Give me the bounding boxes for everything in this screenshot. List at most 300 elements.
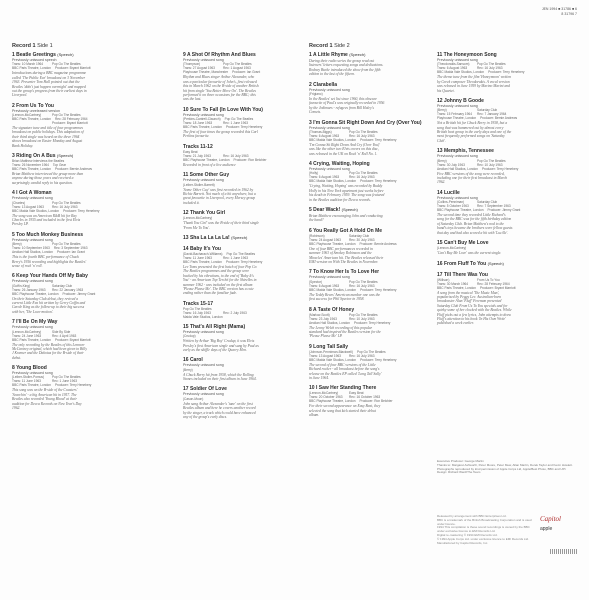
- track-info-row: [12, 121, 88, 125]
- track-info-cell: Aeolian Hall Studios, London: [12, 250, 53, 255]
- track-entry: [183, 357, 259, 381]
- track-entry: [309, 227, 397, 265]
- track-info-cell: Pop Go The Beatles: [52, 375, 81, 380]
- track-info-row: [309, 92, 385, 96]
- track-info-cell: BBC Paris Theatre, London: [183, 259, 222, 264]
- track-info-cell: (Holly): [309, 171, 319, 176]
- track-note: One of four BBC performances recorded in summer 1963 of Smokey Robinson and the Miracles' American hit. The Beatles released their EMI version on With The Beatles in November.: [309, 246, 384, 265]
- track-note: The first of four times the group recorded this Carl Perkins favourite.: [183, 130, 258, 139]
- speech-tag: (Speech): [56, 153, 74, 159]
- track-info-cell: Pop Go The Beatles: [52, 200, 81, 205]
- track-name: 6 Keep Your Hands Off My Baby: [12, 273, 88, 280]
- track-info-cell: Trans: 10 March 1964: [12, 62, 44, 67]
- track-name: 4 Crying, Waiting, Hoping: [309, 161, 370, 168]
- track-info-cell: Trans: 13 August 1963: [309, 353, 341, 358]
- track-info-cell: Rec: 16 July 1963: [52, 204, 78, 209]
- track-info-row: [309, 399, 393, 404]
- track-info-cell: (Crudup): [183, 334, 196, 339]
- track-info-cell: BBC Maida Vale Studios, London: [309, 287, 357, 292]
- track-info-cell: Saturday Club: [477, 108, 498, 113]
- track-info-cell: Trans: 11 June 1963: [12, 379, 41, 384]
- track-note: Written by Arthur 'Big Boy' Crudup, it was Elvis Presley's first American single and sung by Paul as early as the skiffle days of the Quarry Men.: [183, 339, 259, 352]
- track-info-cell: Trans: 13 August 1963: [12, 204, 44, 209]
- track-info-cell: Producer: Bryant Marriott: [479, 285, 516, 290]
- track-info-cell: (Lennon-McCartney): [183, 216, 213, 221]
- track-info-row: [183, 216, 259, 220]
- track-entry: [437, 189, 521, 235]
- track-note: Recorded in front of a live audience: [183, 162, 236, 167]
- track-info-cell: Pop Go The Beatles: [224, 117, 254, 122]
- track-name: 10 Sure To Fall (In Love With You): [183, 106, 263, 113]
- track-info-cell: BBC Paris Theatre, London: [437, 285, 476, 290]
- track-status: Previously unissued song: [309, 167, 350, 172]
- track-info-cell: Easy Beat: [349, 391, 364, 396]
- track-name: 9 A Shot Of Rhythm And Blues: [183, 52, 256, 58]
- track-info-cell: Trans: 20 October 1963: [309, 395, 343, 400]
- track-entry: [309, 269, 397, 302]
- track-info-cell: BBC Maida Vale Studios, London: [12, 208, 60, 213]
- track-note: A song from the musical 'The Music Man', popularised by Peggy Lee. Australian-born broadcaster Alan 'Fluff' Freeman presented Saturday Club From Us To You specials and for quirky some of her clocked with the Beatles. While Fluff picks out a few lyrics, John attempts to draw Fluff's attention to his book 'In His Own Write' published a week earlier.: [437, 290, 512, 326]
- track-info-cell: Producer: Terry Henebery: [360, 357, 397, 362]
- track-info-cell: Pop Go The Beatles: [349, 129, 378, 134]
- track-info-cell: BBC Playhouse Theatre, London: [309, 241, 356, 246]
- track-name: 1 Beatle Greetings: [12, 52, 56, 58]
- track-info-cell: Pop Go The Beatles: [223, 62, 252, 67]
- track-status: Previously unissued song: [12, 279, 53, 284]
- speech-tag: (Speech): [341, 206, 358, 212]
- track-status: Previously unissued song: [183, 363, 224, 368]
- track-note: Five BBC versions of the song were recorded, including one for their first broadcast in March 1962.: [437, 171, 508, 185]
- track-info-cell: Rec: 16 October 1963: [349, 395, 381, 400]
- track-info-cell: (Thompson): [183, 62, 201, 67]
- track-title: [309, 52, 385, 58]
- track-name: 2 Clarabella: [309, 81, 338, 88]
- track-info-cell: (Cason-Moon): [183, 396, 204, 401]
- track-info-cell: Aeolian Hall Studios, London: [437, 166, 478, 171]
- track-note: For their second appearance on Easy Beat, they selected the song that kick started their debut album.: [309, 404, 381, 418]
- track-info-row: [437, 246, 513, 250]
- track-note: The second of four BBC versions of the Little Richard rocker - all broadcast before the song's release on the Beatles EP called 'Long Tall Sally' in June 1964.: [309, 362, 382, 380]
- track-info-cell: Rec: 4 April 1963: [52, 333, 77, 338]
- track-status: Previously unissued song: [309, 275, 350, 280]
- track-entry: [183, 301, 259, 319]
- track-status: Previously unissued song: [183, 178, 224, 183]
- track-name: 11 Some Other Guy: [183, 172, 230, 179]
- track-status: Previously unissued song: [437, 103, 478, 108]
- track-entry: [183, 143, 267, 167]
- track-info-cell: BBC Paris Theatre, London: [12, 383, 51, 388]
- track-info-row: [437, 116, 518, 121]
- track-status: Previously unissued song: [437, 195, 478, 200]
- track-info-cell: BBC Paris Theatre, London: [12, 167, 51, 172]
- track-info-cell: Rec: 28 February 1964: [54, 117, 88, 122]
- track-title: [12, 232, 88, 238]
- track-title: [183, 235, 259, 241]
- track-info-cell: (Charles): [12, 200, 26, 205]
- track-info-cell: [223, 183, 259, 187]
- track-entry: [183, 245, 263, 296]
- track-title: [309, 207, 385, 213]
- track-info-row: [309, 320, 391, 325]
- track-info-row: [12, 291, 96, 296]
- track-info-row: [437, 70, 525, 75]
- track-info-cell: Producer: Terry Henebery: [225, 125, 263, 130]
- track-info-cell: Maida Vale Studios, London: [183, 314, 223, 319]
- track-info-cell: BBC Playhouse Theatre, London: [437, 208, 484, 213]
- track-info-cell: (Lennon-McCartney): [12, 113, 42, 118]
- track-info-cell: Producer: Ron Belchier: [359, 399, 393, 404]
- track-info-cell: Producer: Jimmy Grant: [62, 291, 96, 296]
- track-name: 2 From Us To You: [12, 102, 54, 109]
- speech-tag: (Speech): [231, 234, 248, 240]
- track-column-4: [437, 52, 525, 331]
- track-info-row: [309, 179, 397, 184]
- track-info-row: [183, 368, 259, 372]
- track-entry: [183, 210, 259, 230]
- track-info-cell: BBC Maida Vale Studios, London: [309, 137, 357, 142]
- track-info-cell: (Johnson-Penniman-Blackwell): [309, 349, 353, 354]
- track-info-cell: Producer: Bernie Andrews: [480, 116, 518, 121]
- track-status: Previously unreleased version: [12, 108, 60, 113]
- track-info-cell: Trans: 6 August 1963: [437, 66, 468, 71]
- track-name: 8 Young Blood: [12, 365, 47, 372]
- track-entry: [309, 385, 393, 418]
- track-info-cell: (Berry): [437, 158, 447, 163]
- catalog-code: JEN 1994 ■ 31786 ■ 6 8 31796 7: [541, 7, 577, 16]
- track-entry: [309, 207, 385, 223]
- track-entry: [309, 52, 385, 77]
- track-entry: [12, 232, 88, 269]
- track-name: 7 To Know Her Is To Love Her: [309, 269, 380, 276]
- track-note: John sang Arthur Alexander's 'tune' on the first Beatles album and here he covers another record by the singer, a track which could have enhanced any of the group's early discs.: [183, 401, 256, 419]
- track-entry: [12, 153, 92, 185]
- track-info-row: [183, 157, 267, 162]
- track-name: 14 Lucille: [437, 189, 460, 196]
- track-info-cell: (Berry): [12, 242, 22, 247]
- track-info-row: [183, 183, 259, 187]
- track-info-cell: Trans: 26 November 1964: [12, 163, 49, 168]
- track-info-cell: Rec: 10 July 1963: [477, 162, 503, 167]
- footer-legal: Released by arrangement with BBC Enterprises Ltd. BBC is a trademark of the British Broadcasting Corporation and is used under licence. 1994 This compilation is these sound recordings is owned by the BBC under exclusive licence to EMI Records Ltd. Digital re-mastering © 1994 EMI Records Ltd. © 1994 Apple Corps Ltd. under exclusive licence to EMI Records Ltd. Manufactured by Capitol Records, Inc.: [437, 514, 532, 545]
- track-info-cell: Rec: 30 July 1963: [349, 237, 375, 242]
- track-name: 9 Long Tall Sally: [309, 343, 349, 350]
- track-info-cell: Trans: 5 October 1963: [437, 204, 469, 209]
- track-name: 11 The Honeymoon Song: [437, 52, 497, 58]
- track-name: 17 Soldier Of Love: [183, 386, 227, 393]
- barcode: [550, 549, 577, 554]
- track-entry: [309, 82, 385, 115]
- track-info-cell: Pop Go The Beatles: [52, 62, 81, 67]
- track-info-cell: Trans: 16 July 1963: [183, 310, 211, 315]
- track-note: The second time they recorded Little Richard's song for the BBC was for the fifth birthday edition of Saturday Club. Brian Matthew's nod to the band's toys became the brothers were fellow guests that day and had also scored a hit with 'Lucille'.: [437, 213, 513, 235]
- track-status: Previously unissued song: [12, 325, 53, 330]
- track-note: Rhythm and Blues singer Arthur Alexander, who was a particular favourite of John's, first released this in March 1962 on the B-side of another British hit from single 'You Better Move On'. The Beatles performed it on three occasions for the BBC; this was the last.: [183, 75, 259, 102]
- track-info-cell: [12, 121, 48, 125]
- track-info-cell: Trans: 30 March 1964: [437, 281, 469, 286]
- track-info-cell: Rec: 1 June 1963: [223, 121, 248, 126]
- track-note: This is the fourth BBC performance of Chuck Berry's 1956 recording and highlights the Beatles' sense of rock 'n' roll.: [12, 255, 87, 268]
- track-info-cell: Rec: 10 July 1963: [349, 316, 375, 321]
- track-name: 15 Can't Buy Me Love: [437, 240, 489, 247]
- track-info-cell: Rec: 3 September 1963: [53, 246, 88, 251]
- track-name: 3 I'm Gonna Sit Right Down And Cry (Over You): [309, 119, 422, 126]
- track-info-row: [183, 259, 263, 264]
- track-name: 15 That's All Right (Mama): [183, 323, 246, 330]
- track-info-row: [437, 166, 519, 171]
- track-note: 'Some Other Guy' was first recorded in 1962 by Richie Barrett. Not much of a hit anywhere, but a great favourite in Liverpool, every Mersey group included it.: [183, 187, 256, 205]
- track-info-cell: (Willson): [437, 277, 450, 282]
- track-info-cell: BBC Paris Theatre, London: [12, 337, 51, 342]
- track-info-cell: Top Gear: [52, 163, 67, 168]
- track-entry: [183, 324, 259, 353]
- track-info-row: [12, 337, 91, 342]
- track-status: Previously unissued song: [183, 112, 224, 117]
- track-note: This song was on the B-side of the Coasters' 'Searchin' - a big American hit in 1957. The Beatles also recorded 'Young Blood' at their audition for Decca Records on New Year's Day 1962.: [12, 388, 82, 411]
- track-entry: [183, 52, 259, 102]
- track-info-cell: BBC Paris Theatre, London: [12, 117, 51, 122]
- track-info-row: [183, 397, 259, 401]
- track-info-cell: Pop Go The Beatles: [477, 62, 506, 67]
- track-info-cell: Pop Go The Beatles: [226, 251, 256, 256]
- track-info-cell: (Frigiano): [309, 91, 323, 96]
- track-info-cell: Trans: 11 June 1963: [183, 255, 212, 260]
- track-info-cell: Saturday Club: [52, 283, 73, 288]
- track-note: During their radio series the group read out listeners' letters requesting songs and dedications. Rodney Burke introduced the show from the fifth edition to the last of the fifteen.: [309, 59, 384, 77]
- track-info-cell: Trans: 24 June 1963: [12, 333, 42, 338]
- track-name: 1 A Little Rhyme: [309, 52, 348, 58]
- track-info-cell: (Leiber-Stoller-Barrett): [183, 182, 215, 187]
- track-name: 12 Thank You Girl: [183, 210, 226, 217]
- track-info-cell: Rec: 7 September 1963: [477, 204, 511, 209]
- track-entry: [183, 172, 259, 205]
- track-info-cell: [223, 334, 259, 338]
- track-info-cell: Rec: 16 July 1963: [349, 353, 375, 358]
- track-info-cell: Trans: 26 January 1963: [12, 287, 46, 292]
- track-info-cell: Producer: Terry Henebery: [353, 320, 391, 325]
- track-info-cell: Pop Go The Beatles: [349, 312, 378, 317]
- track-note: 'Thank You Girl' was the B-side of their third single 'From Me To You'.: [183, 221, 259, 230]
- track-info-cell: Producer: Terry Henebery: [360, 287, 397, 292]
- track-info-row: [183, 315, 259, 319]
- speech-tag: (Speech): [349, 52, 366, 57]
- track-entry: [12, 273, 96, 314]
- track-name: 16 Carol: [183, 357, 203, 364]
- track-info-cell: Pop Go The Beatles: [477, 158, 506, 163]
- track-title: [437, 261, 513, 267]
- side1-header: Record 1 Side 1: [12, 43, 53, 49]
- track-note: In the Beatles' set list since 1960, this obscure favourite of Paul's was originally recorded in 1956 by the Jodimars - refugees from Bill Haley's Comets.: [309, 96, 385, 115]
- track-status: Previously unissued song: [309, 125, 350, 130]
- track-note: Lee Toms presented the first batch of four Pop Go The Beatles programmes and the group were backed by his vibrations, to the end of 'Baby It's You' - an American Top Ten hit for the Shirelles in summer 1962 - was included on the first album 'Please Please Me'. The BBC version has a cute ending rather than the familiar fade.: [183, 264, 257, 296]
- track-info-cell: (David-Bacharach-Williams): [183, 251, 223, 256]
- track-info-cell: Playhouse Theatre, Manchester: [183, 70, 229, 75]
- track-column-1: [12, 52, 100, 415]
- track-info-cell: Producer: Terry Henebery: [225, 259, 263, 264]
- capitol-logo: Capitol: [540, 515, 562, 523]
- track-info-cell: [227, 315, 259, 319]
- track-entry: [12, 103, 88, 148]
- track-info-cell: BBC Playhouse Theatre, London: [309, 399, 356, 404]
- track-name: 8 A Taste Of Honey: [309, 306, 355, 313]
- track-info-row: [12, 66, 91, 71]
- track-name: 14 Baby It's You: [183, 245, 221, 252]
- track-info-cell: Producer: Terry Henebery: [63, 208, 100, 213]
- track-note: 'Crying, Waiting, Hoping' was recorded by Buddy Holly in his New York apartment just weeks before his death in February 1959. The song was featured in the Beatles audition for Decca records.: [309, 184, 385, 202]
- track-status: Previously unissued song: [183, 329, 224, 334]
- track-info-cell: Producer: Bryant Marriott: [54, 66, 91, 71]
- track-info-cell: [223, 216, 259, 220]
- track-note: On their Saturday Club debut, they revived a current Little Eva hit written by Gerry Goffin and Carole King as the follow-up to their big success with her, 'The Loco-motion'.: [12, 296, 86, 314]
- track-name: 13 Sha La La La La!: [183, 234, 230, 241]
- track-info-row: [183, 334, 259, 338]
- track-name: Tracks 15-17: [183, 300, 214, 307]
- track-info-cell: Rec: 7 January 1964: [477, 112, 507, 117]
- track-entry: [183, 106, 263, 139]
- track-info-cell: Saturday Club: [349, 233, 370, 238]
- track-info-cell: Trans: 6 August 1963: [309, 283, 340, 288]
- track-info-cell: Trans: 15 February 1964: [437, 112, 472, 117]
- speech-tag: (Speech): [487, 260, 504, 266]
- track-info-cell: Rec: 22 January 1963: [52, 287, 84, 292]
- track-info-cell: Pop Go The Beatles: [52, 113, 81, 118]
- track-entry: [437, 240, 513, 255]
- track-info-cell: Pop Go The Beatles: [52, 242, 81, 247]
- track-note: 'Can't Buy Me Love' was the current single.: [437, 251, 502, 256]
- track-name: 13 Memphis, Tennessee: [437, 148, 494, 155]
- track-status: Previously unissued song: [183, 58, 224, 62]
- track-info-cell: Pop Go The Beatles: [349, 279, 378, 284]
- track-info-cell: Trans: 21 July 1963: [183, 153, 211, 158]
- track-title: [309, 119, 422, 126]
- track-status: Previously unissued song: [12, 196, 53, 201]
- track-info-cell: Playhouse Theatre, London: [437, 116, 477, 121]
- track-note: The signature tune and title of four programmes broadcast on public holidays. This adaptation of their third single was heard on the three 1964 shows broadcast on Easter Monday and August Bank Holiday.: [12, 126, 84, 148]
- track-note: The Lenny Welch recording of this popular standard had inspired the Beatles version for the 'Please Please Me' LP.: [309, 325, 381, 339]
- track-info-cell: Producer: Jimmy Grant: [487, 208, 521, 213]
- track-info-cell: Trans: 24 August 1963: [309, 237, 341, 242]
- track-info-cell: BBC Maida Vale Studios, London: [437, 70, 485, 75]
- track-info-row: [12, 208, 100, 213]
- track-info-cell: Producer: Terry Henebery: [488, 70, 525, 75]
- track-info-cell: Producer: Bernie Andrews: [359, 241, 397, 246]
- track-info-cell: Rec: 16 July 1963: [223, 153, 249, 158]
- track-info-cell: Rec: 2 July 1963: [223, 310, 247, 315]
- track-status: Previously unissued song: [12, 371, 53, 376]
- track-info-cell: Rec: 16 July 1963: [477, 66, 503, 71]
- label-logos: [540, 515, 561, 532]
- track-info-cell: Rec: 1 June 1963: [52, 379, 77, 384]
- track-info-cell: Aeolian Hall Studios, London: [309, 320, 350, 325]
- track-info-cell: (Goffin-King): [12, 283, 31, 288]
- track-info-cell: (Collins-Penniman): [437, 200, 465, 205]
- track-info-cell: (Spector): [309, 279, 323, 284]
- track-info-cell: Easy Beat: [183, 149, 198, 154]
- track-info-cell: [223, 368, 259, 372]
- track-info-cell: Saturday Club: [477, 200, 498, 205]
- track-title: [183, 106, 263, 113]
- track-info-cell: [223, 397, 259, 401]
- track-status: Previously unissued song: [183, 392, 224, 397]
- track-name: 4 I Got A Woman: [12, 190, 52, 197]
- track-info-cell: Rec: 16 July 1963: [349, 133, 375, 138]
- track-name: 17 Till There Was You: [437, 271, 488, 278]
- track-info-cell: Producer: Terry Henebery: [360, 179, 397, 184]
- credits: Executive Producer: George Martin Thanks to: Margaret Ashworth, Peter Moore, Peter Mew, Allan Martin, Derek Taylor and Kevin Howlett. Photographs reproduced by kind permission of Apple Corps Ltd, Apple/Best Photo, BBC and UPI. Design: Richard Ward/The Team: [437, 459, 573, 475]
- track-entry: [437, 148, 519, 185]
- track-name: 16 From Fluff To You: [437, 260, 487, 267]
- track-info-cell: (Perkins-Cantrell-Claunch): [183, 117, 221, 122]
- track-info-cell: (Thomas-Biggs): [309, 129, 332, 134]
- track-info-cell: (Lennon-McCartney): [12, 329, 42, 334]
- track-info-row: [183, 125, 263, 130]
- track-info-cell: (Marlow-Scott): [309, 312, 330, 317]
- track-entry: [183, 386, 259, 419]
- track-info-cell: Trans: 6 August 1963: [309, 175, 340, 180]
- track-name: 5 Dear Wack!: [309, 206, 341, 213]
- track-note: A Chuck Berry hit from 1958, which the Rolling Stones included on their first album in June 1964.: [183, 372, 257, 382]
- track-name: 6 You Really Got A Hold On Me: [309, 227, 383, 234]
- side2-header: Record 1 Side 2: [309, 43, 350, 49]
- track-info-row: [437, 285, 516, 290]
- track-note: The only recording by the Beatles of this Lennon-McCartney original, which had been given to Billy J Kramer and the Dakotas for the B-side of their debut.: [12, 342, 87, 360]
- track-info-row: [309, 241, 397, 246]
- track-info-row: [309, 357, 397, 362]
- track-entry: [309, 343, 397, 381]
- track-info-cell: BBC Playhouse Theatre, London: [12, 291, 59, 296]
- track-note: The theme tune from the film 'Honeymoon' written by Greek composer Theodorakis. A vocal version was released in June 1959 by Marino Marini and his Quartet.: [437, 75, 512, 93]
- track-info-cell: BBC Maida Vale Studios, London: [309, 179, 357, 184]
- track-info-cell: Producer: Ian Grant: [232, 70, 261, 75]
- track-info-row: [309, 137, 397, 142]
- track-info-cell: [477, 246, 513, 250]
- track-info-cell: (Berry): [437, 108, 447, 113]
- track-info-cell: (Berry): [183, 367, 193, 372]
- track-entry: [12, 52, 91, 98]
- track-info-cell: Producer: Ron Belchier: [233, 157, 267, 162]
- track-note: 'I'm Gonna Sit Right Down And Cry (Over You)' was like the other two Elvis covers on this disc, was released in the UK on Rock 'n' Roll No. 1.: [309, 142, 380, 156]
- track-note: Not a British hit for Chuck Berry in 1958, but a song that was hammered out by almost every British beat group in the early days and one of the most frequently performed songs on 'Saturday Club'.: [437, 121, 512, 143]
- track-info-cell: Rec: 16 July 1963: [349, 283, 375, 288]
- track-entry: [183, 235, 259, 241]
- track-info-cell: Rec: 1 August 1963: [223, 66, 251, 71]
- track-status: Previously unissued song: [437, 154, 478, 159]
- track-info-cell: (Robinson): [309, 233, 325, 238]
- track-info-cell: Trans: 27 August 1963: [183, 66, 215, 71]
- track-info-cell: BBC Paris Theatre, London: [183, 125, 222, 130]
- track-entry: [309, 161, 397, 202]
- track-info-cell: Trans: 18 June 1963: [183, 121, 213, 126]
- apple-logo: apple: [540, 526, 553, 532]
- track-info-cell: (Theodorakis-Sansom): [437, 62, 470, 67]
- track-entry: [309, 306, 391, 339]
- track-name: 3 Riding On A Bus: [12, 153, 56, 160]
- track-note: The song was an American R&B hit for Ray Charles in 1955 and included in the first Elvis Presley LP.: [12, 213, 81, 227]
- track-info-cell: BBC Paris Theatre, London: [12, 66, 51, 71]
- track-info-cell: Rec: 28 February 1964: [477, 281, 510, 286]
- track-info-cell: (Lennon-McCartney): [309, 391, 339, 396]
- track-info-cell: Producer: Bryant Marriott: [54, 337, 91, 342]
- track-name: 10 I Saw Her Standing There: [309, 385, 377, 392]
- track-info-row: [183, 70, 259, 74]
- track-info-cell: Rec: 1 June 1963: [223, 255, 248, 260]
- track-note: Introductions during a BBC magazine programme called 'The Public Ear' broadcast on 3 November 1963. Presenter Tom Hall pointed out that the Beatles 'didn't just happen overnight' and mapped out the group's progress from their earliest days in Liverpool.: [12, 71, 87, 98]
- track-entry: [437, 52, 525, 93]
- track-info-cell: Producer: Ian Grant: [56, 250, 85, 255]
- track-info-cell: Trans: 23 July 1963: [309, 316, 337, 321]
- track-info-cell: From Us To You: [477, 277, 500, 282]
- track-info-cell: Producer: Terry Henebery: [54, 383, 92, 388]
- track-info-cell: (Lennon-McCartney): [437, 246, 467, 251]
